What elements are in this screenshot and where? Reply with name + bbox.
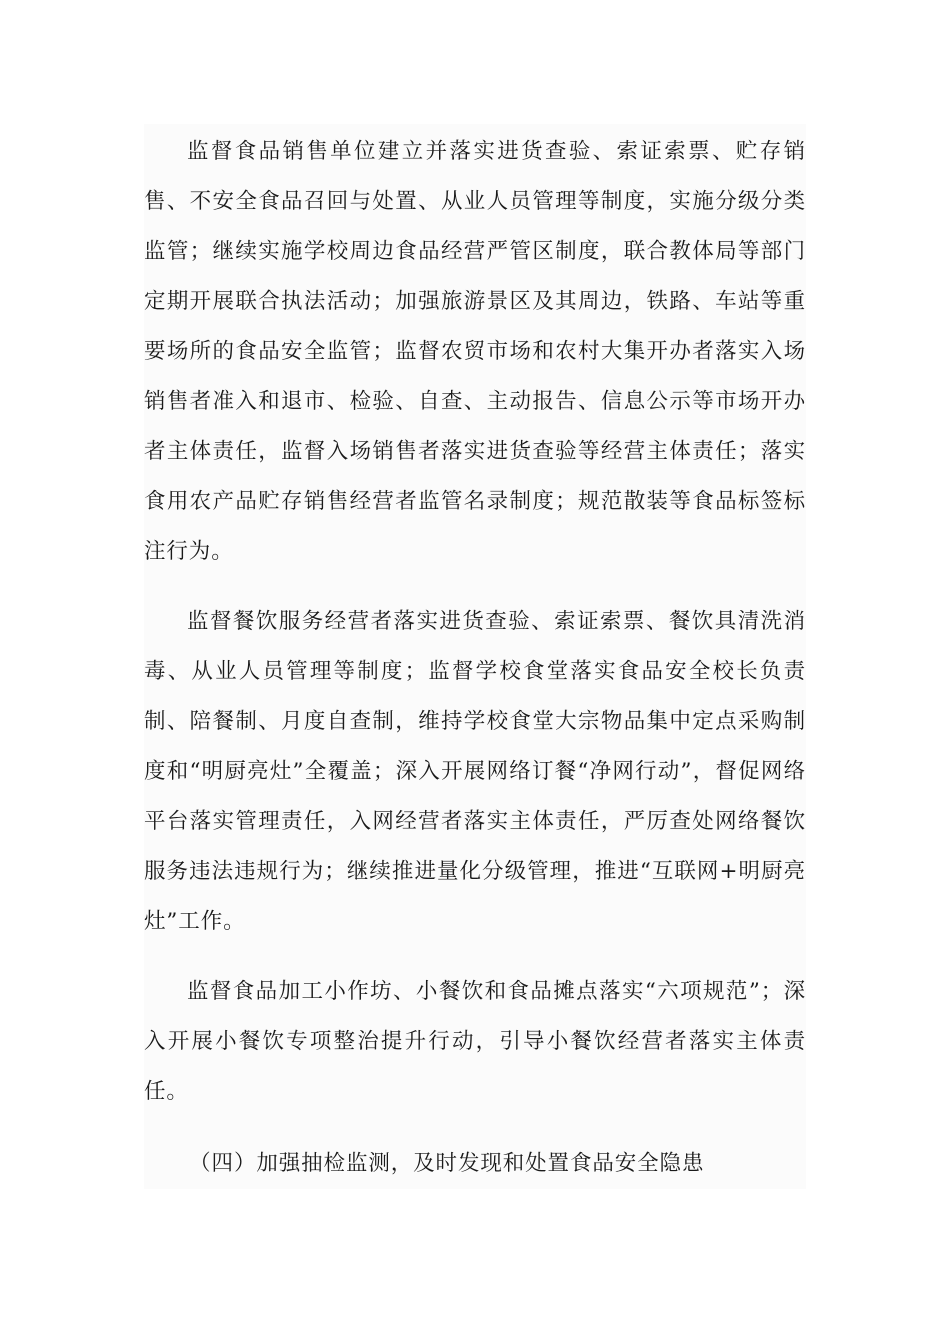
paragraph-catering-supervision: 监督餐饮服务经营者落实进货查验、索证索票、餐饮具清洗消毒、从业人员管理等制度；监督学校食堂落实食品安全校长负责制、陪餐制、月度自查制，维持学校食堂大宗物品集中定点采购制度和“明厨亮灶”全覆盖；深入开展网络订餐“净网行动”，督促网络平台落实管理责任，入网经营者落实主体责任，严厉查处网络餐饮服务违法违规行为；继续推进量化分级管理，推进“互联网+明厨亮灶”工作。	[144, 609, 806, 934]
paragraph-food-sales-supervision: 监督食品销售单位建立并落实进货查验、索证索票、贮存销售、不安全食品召回与处置、从业人员管理等制度，实施分级分类监管；继续实施学校周边食品经营严管区制度，联合教体局等部门定期开展联合执法活动；加强旅游景区及其周边，铁路、车站等重要场所的食品安全监管；监督农贸市场和农村大集开办者落实入场销售者准入和退市、检验、自查、主动报告、信息公示等市场开办者主体责任，监督入场销售者落实进货查验等经营主体责任；落实食用农产品贮存销售经营者监管名录制度；规范散装等食品标签标注行为。	[144, 139, 806, 564]
document-body	[144, 124, 806, 1189]
section-heading: （四）加强抽检监测，及时发现和处置食品安全隐患	[189, 1151, 705, 1176]
paragraph-small-workshop-supervision: 监督食品加工小作坊、小餐饮和食品摊点落实“六项规范”；深入开展小餐饮专项整治提升行动，引导小餐饮经营者落实主体责任。	[144, 979, 806, 1104]
